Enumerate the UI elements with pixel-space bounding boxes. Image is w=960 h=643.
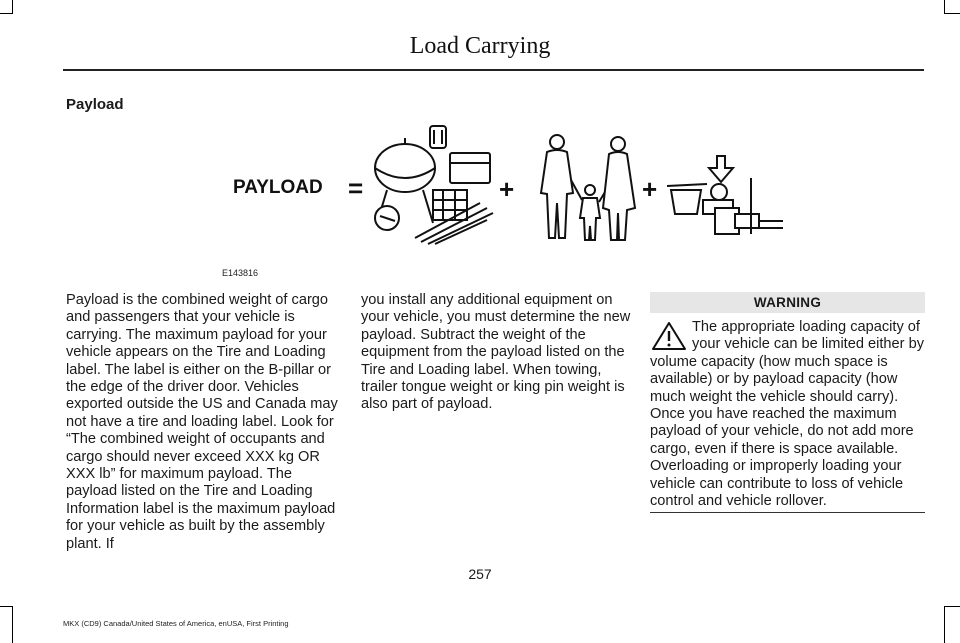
- warning-text: The appropriate loading capacity of your vehicle can be limited either by volume capacity (how much space is available) or by payload capacity (how much weight the vehicle should carry). Once you have reached the maximum payload of your vehicle, do not add more cargo, even if there is space available. Overloading or improperly loading your vehicle can contribute to loss of vehicle control and vehicle rollover.: [650, 319, 924, 510]
- equals-sign: =: [348, 173, 364, 203]
- payload-label: PAYLOAD: [233, 177, 323, 198]
- cargo-icon: [375, 126, 493, 244]
- crop-mark-bottom-left: [0, 606, 13, 607]
- crop-mark-bottom-right: [944, 606, 960, 607]
- body-paragraph: Payload is the combined weight of cargo and passengers that your vehicle is carrying. The maximum payload for your vehicle appears on the Tire and Loading label. The label is either on the B-pillar or the edge of the driver door. Vehicles exported outside the US and Canada may not have a tire and loading label. Look for “The combined weight of occupants and cargo should never exceed XXX kg OR XXX lb” for maximum payload. The payload listed on the Tire and Loading Information label is the maximum payload for your vehicle as built by the assembly plant. If: [66, 292, 338, 552]
- section-heading: Payload: [66, 96, 124, 113]
- warning-triangle-icon: [650, 321, 692, 351]
- warning-heading: WARNING: [650, 292, 925, 313]
- footer-text: MKX (CD9) Canada/United States of America, enUSA, First Printing: [63, 619, 289, 628]
- figure-id: E143816: [222, 268, 259, 278]
- header-divider: [63, 69, 924, 71]
- body-column-2: [361, 292, 633, 414]
- crop-mark-bottom-right: [944, 606, 945, 643]
- body-column-1: [66, 292, 338, 553]
- crop-mark-top-left: [0, 13, 13, 14]
- crop-mark-bottom-left: [12, 606, 13, 643]
- payload-illustration: [225, 118, 785, 248]
- plus-sign: +: [499, 174, 515, 204]
- plus-sign: +: [642, 174, 658, 204]
- warning-box: [650, 292, 925, 510]
- warning-end-rule: [650, 512, 925, 513]
- crop-mark-top-right: [944, 0, 945, 14]
- page-header-title: Load Carrying: [409, 33, 551, 59]
- crop-mark-top-left: [12, 0, 13, 14]
- hitch-icon: [667, 156, 783, 234]
- body-paragraph: you install any additional equipment on your vehicle, you must determine the new payload. Subtract the weight of the equipment from the payload listed on the Tire and Loading label. When towing, trailer tongue weight or king pin weight is also part of payload.: [361, 292, 631, 413]
- page-number: 257: [468, 566, 492, 582]
- crop-mark-top-right: [944, 13, 960, 14]
- warning-body: [650, 319, 925, 510]
- passengers-icon: [541, 135, 635, 240]
